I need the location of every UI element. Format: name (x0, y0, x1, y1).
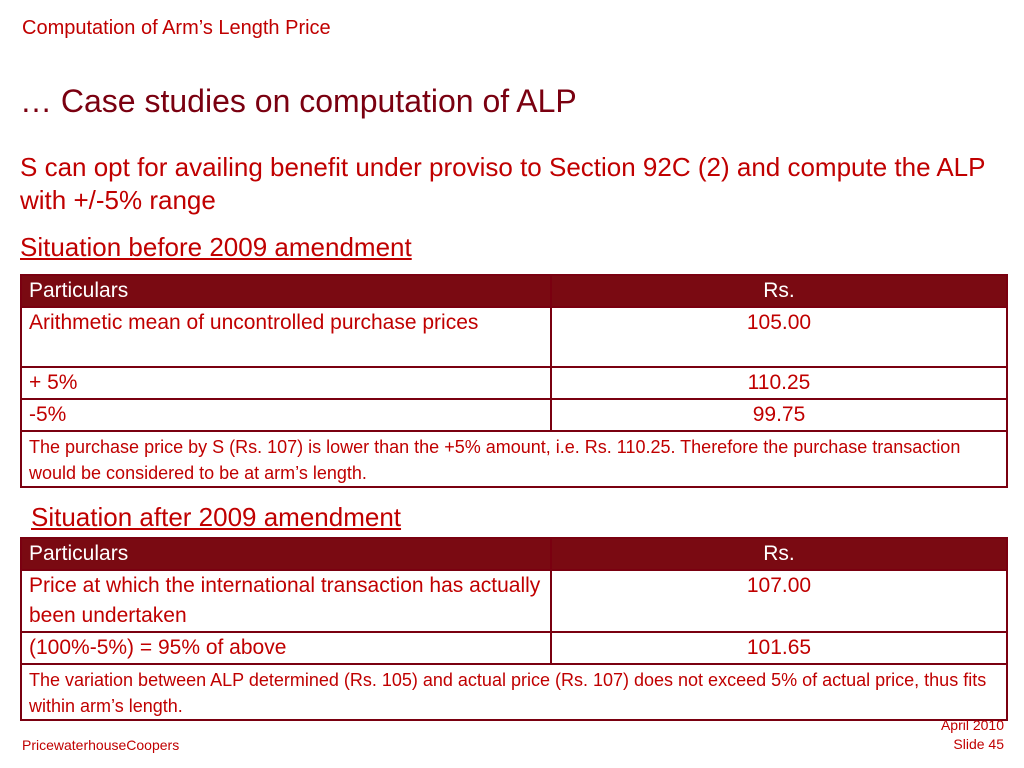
footer-company: PricewaterhouseCoopers (22, 737, 180, 753)
slide-heading: … Case studies on computation of ALP (20, 83, 577, 119)
intro-text: S can opt for availing benefit under proviso to Section 92C (2) and compute the ALP with +/-5% range (20, 152, 986, 215)
footer-slide-number: Slide 45 (953, 736, 1004, 752)
particular-cell: Arithmetic mean of uncontrolled purchase prices (21, 307, 551, 367)
particular-cell: + 5% (21, 367, 551, 399)
particular-cell: Price at which the international transaction has actually been undertaken (21, 570, 551, 632)
column-header-amount: Rs. (551, 538, 1007, 570)
column-header-particulars: Particulars (21, 275, 551, 307)
amount-cell: 105.00 (551, 307, 1007, 367)
particular-cell: -5% (21, 399, 551, 431)
footer-slide-info (941, 716, 1004, 754)
table-note: The purchase price by S (Rs. 107) is lower than the +5% amount, i.e. Rs. 110.25. Therefore the purchase transaction would be considered to be at arm’s length. (21, 431, 1007, 487)
table-note: The variation between ALP determined (Rs. 105) and actual price (Rs. 107) does not exceed 5% of actual price, thus fits within arm’s length. (21, 664, 1007, 720)
table-note-row (21, 431, 1007, 487)
table-after-amendment (20, 537, 1008, 721)
table-before-amendment (20, 274, 1008, 488)
amount-cell: 110.25 (551, 367, 1007, 399)
table-header-row (21, 538, 1007, 570)
section-heading-after: Situation after 2009 amendment (31, 502, 402, 532)
table-row (21, 632, 1007, 664)
table-row (21, 399, 1007, 431)
particular-cell: (100%-5%) = 95% of above (21, 632, 551, 664)
table-note-row (21, 664, 1007, 720)
table-header-row (21, 275, 1007, 307)
header-title: Computation of Arm’s Length Price (22, 17, 331, 39)
table-row (21, 570, 1007, 632)
footer-date: April 2010 (940, 717, 1004, 733)
table-row (21, 307, 1007, 367)
section-heading-before: Situation before 2009 amendment (20, 232, 412, 262)
column-header-particulars: Particulars (21, 538, 551, 570)
amount-cell: 99.75 (551, 399, 1007, 431)
amount-cell: 107.00 (551, 570, 1007, 632)
column-header-amount: Rs. (551, 275, 1007, 307)
amount-cell: 101.65 (551, 632, 1007, 664)
table-row (21, 367, 1007, 399)
